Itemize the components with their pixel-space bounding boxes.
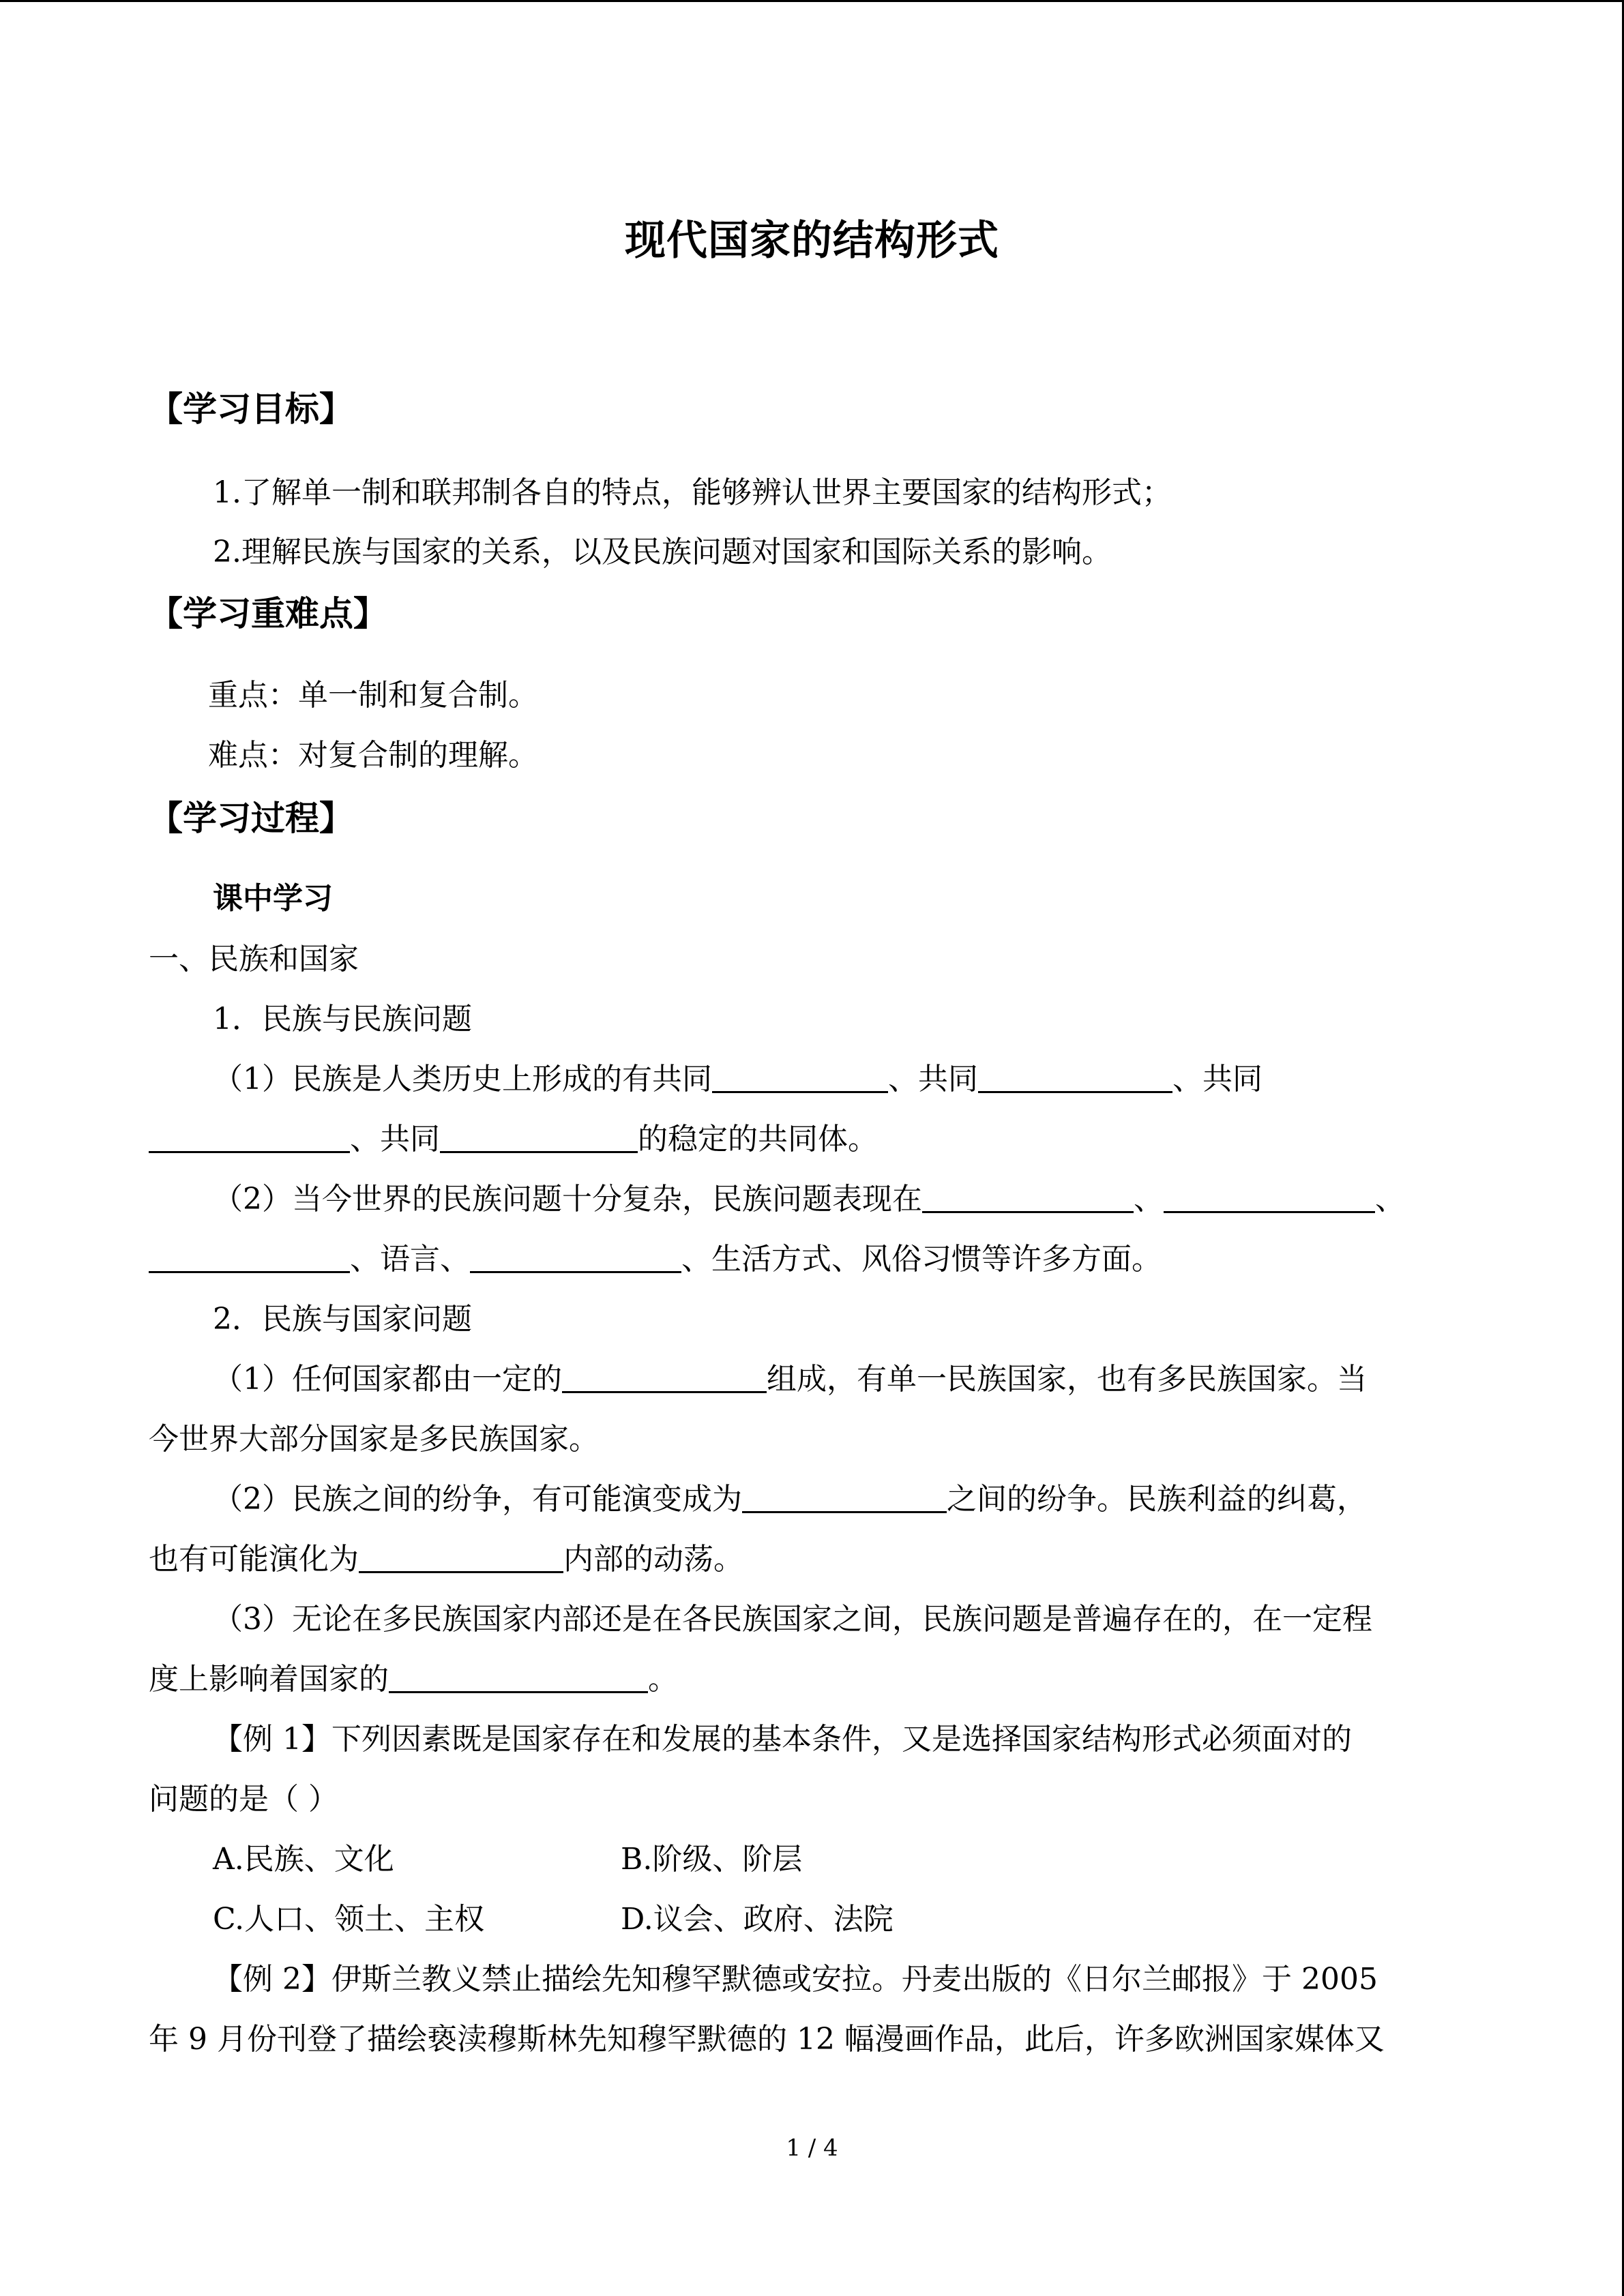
text: 。 [648, 1662, 678, 1697]
difficult-point: 难点：对复合制的理解。 [208, 738, 538, 773]
fill-blank[interactable] [149, 1237, 350, 1273]
goal-1: 1.了解单一制和联邦制各自的特点，能够辨认世界主要国家的结构形式； [213, 475, 1172, 510]
paragraph-2-2-line2 [149, 1536, 743, 1583]
example1-line1: 【例 1】下列因素既是国家存在和发展的基本条件，又是选择国家结构形式必须面对的 [213, 1722, 1352, 1757]
fill-blank[interactable] [922, 1177, 1134, 1213]
paragraph-2-2-line1 [213, 1476, 1367, 1523]
fill-blank[interactable] [562, 1357, 767, 1393]
text: 、共同 [888, 1062, 978, 1097]
example1-option-c[interactable]: C.人口、领土、主权 [213, 1902, 485, 1937]
fill-blank[interactable] [470, 1237, 681, 1273]
paragraph-1-1-line1 [213, 1056, 1263, 1103]
part1-heading: 一、民族和国家 [149, 942, 359, 976]
text: 度上影响着国家的 [149, 1662, 389, 1697]
sub1-heading: 1．民族与民族问题 [213, 1002, 472, 1037]
paragraph-1-2-line2 [149, 1236, 1162, 1283]
text: 、 [1134, 1182, 1164, 1217]
text: 也有可能演化为 [149, 1542, 359, 1577]
paragraph-2-1-line2: 今世界大部分国家是多民族国家。 [149, 1422, 599, 1457]
text: 、语言、 [350, 1242, 470, 1277]
page-title: 现代国家的结构形式 [625, 217, 999, 265]
example2-line2: 年 9 月份刊登了描绘亵渎穆斯林先知穆罕默德的 12 幅漫画作品，此后，许多欧洲国家媒体又 [149, 2022, 1385, 2057]
text: 组成，有单一民族国家，也有多民族国家。当 [767, 1362, 1367, 1397]
fill-blank[interactable] [978, 1057, 1172, 1093]
text: 、 [1375, 1182, 1405, 1217]
fill-blank[interactable] [440, 1117, 638, 1153]
fill-blank[interactable] [1164, 1177, 1375, 1213]
text: 内部的动荡。 [563, 1542, 743, 1577]
paragraph-2-1-line1 [213, 1356, 1367, 1403]
text: 、共同 [1172, 1062, 1263, 1097]
heading-learning-goals: 【学习目标】 [149, 389, 353, 429]
in-class-label: 课中学习 [213, 881, 333, 916]
heading-key-points: 【学习重难点】 [149, 594, 387, 633]
text: 之间的纷争。民族利益的纠葛， [947, 1482, 1367, 1517]
fill-blank[interactable] [712, 1057, 888, 1093]
text: （2）当今世界的民族问题十分复杂，民族问题表现在 [213, 1182, 922, 1217]
example1-option-a[interactable]: A.民族、文化 [213, 1842, 394, 1877]
example1-option-b[interactable]: B.阶级、阶层 [621, 1842, 803, 1877]
goal-2: 2.理解民族与国家的关系，以及民族问题对国家和国际关系的影响。 [213, 535, 1112, 569]
text: 、生活方式、风俗习惯等许多方面。 [681, 1242, 1162, 1277]
text: 、共同 [350, 1122, 440, 1157]
text: （1）民族是人类历史上形成的有共同 [213, 1062, 712, 1097]
fill-blank[interactable] [389, 1657, 648, 1693]
sub2-heading: 2．民族与国家问题 [213, 1302, 472, 1337]
text: （2）民族之间的纷争，有可能演变成为 [213, 1482, 742, 1517]
example1-option-d[interactable]: D.议会、政府、法院 [621, 1902, 894, 1937]
paragraph-1-2-line1 [213, 1176, 1405, 1223]
fill-blank[interactable] [149, 1117, 350, 1153]
fill-blank[interactable] [742, 1477, 947, 1513]
paragraph-2-3-line1: （3）无论在多民族国家内部还是在各民族国家之间，民族问题是普遍存在的，在一定程 [213, 1602, 1372, 1637]
example2-line1: 【例 2】伊斯兰教义禁止描绘先知穆罕默德或安拉。丹麦出版的《日尔兰邮报》于 2005 [213, 1962, 1378, 1997]
fill-blank[interactable] [359, 1537, 563, 1573]
paragraph-1-1-line2 [149, 1116, 878, 1163]
heading-learning-process: 【学习过程】 [149, 799, 353, 838]
page-number: 1 / 4 [786, 2134, 838, 2162]
paragraph-2-3-line2 [149, 1656, 678, 1703]
example1-line2: 问题的是（ ） [149, 1782, 338, 1817]
key-point: 重点：单一制和复合制。 [208, 678, 538, 713]
text: （1）任何国家都由一定的 [213, 1362, 562, 1397]
text: 的稳定的共同体。 [638, 1122, 878, 1157]
